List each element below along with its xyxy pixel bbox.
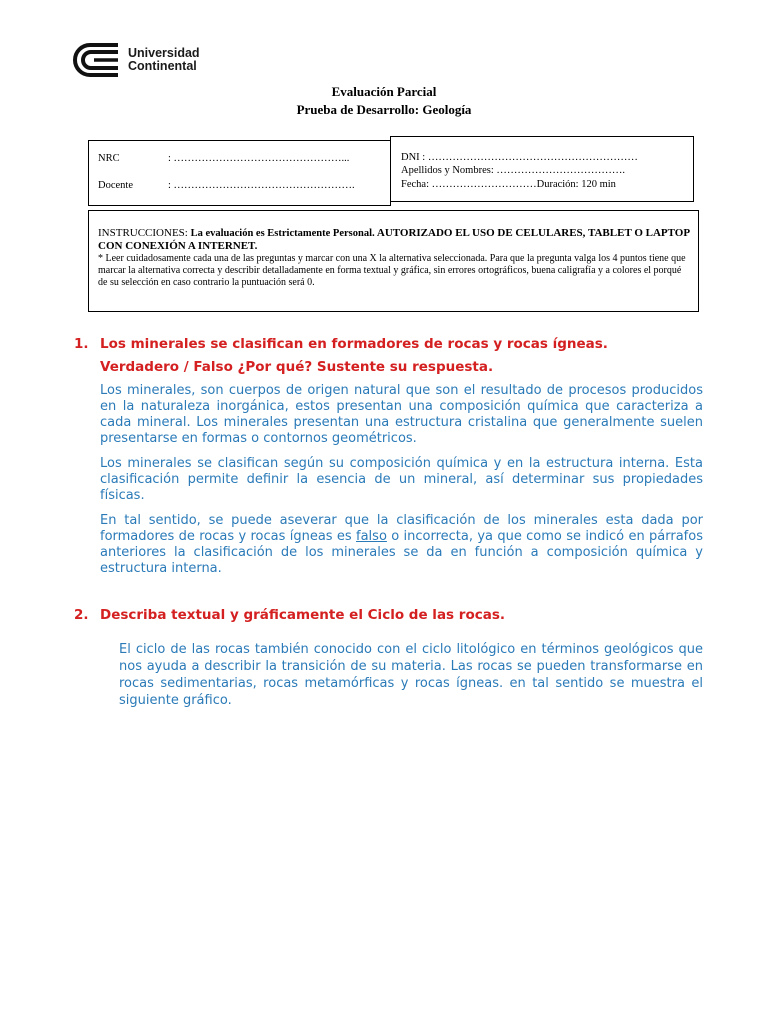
docente-field: Docente : …………………………………………….	[98, 180, 355, 191]
answer-2-paragraph-1: El ciclo de las rocas también conocido con el ciclo litológico en términos geológicos que nos ayuda a describir la transición de su materia. Las rocas se pueden transformarse en rocas sedimentarias, rocas metamórficas y rocas ígneas. en tal sentido se muestra el siguiente gráfico.	[119, 642, 703, 708]
apellidos-field: Apellidos y Nombres: ……………………………….	[401, 165, 625, 176]
university-logo	[72, 40, 200, 80]
answer-1-paragraph-1: Los minerales, son cuerpos de origen natural que son el resultado de procesos producidos en la naturaleza inorgánica, estos presentan una composición química que caracteriza a cada mineral. Los minerales presentan una estructura cristalina que generalmente suelen presentarse en formas o contornos geométricos.	[100, 383, 703, 446]
question-2: 2. Describa textual y gráficamente el Ciclo de las rocas.	[74, 607, 505, 623]
page-title: Evaluación Parcial	[331, 84, 437, 99]
answer-1-paragraph-2: Los minerales se clasifican según su composición química y en la estructura interna. Esta clasificación permite definir la esencia de un mineral, así determinar sus propiedades físicas.	[100, 456, 703, 503]
continental-logo-icon	[72, 42, 120, 78]
info-box-right	[390, 136, 694, 202]
page-subtitle: Prueba de Desarrollo: Geología	[296, 102, 472, 117]
university-name: Universidad Continental	[128, 46, 200, 73]
falso-word: falso	[356, 529, 387, 544]
nrc-field: NRC : …………………………………………...	[98, 153, 350, 164]
info-box-left	[88, 140, 391, 206]
instructions-box	[88, 210, 699, 312]
question-1: 1. Los minerales se clasifican en formadores de rocas y rocas ígneas.	[74, 336, 608, 352]
fecha-field: Fecha: …………………………Duración: 120 min	[401, 179, 616, 190]
instructions-heading: INSTRUCCIONES: La evaluación es Estrictamente Personal. AUTORIZADO EL USO DE CELULARES, TABLET O LAPTOP CON CONEXIÓN A INTERNET.	[98, 227, 690, 252]
question-1-line2: Verdadero / Falso ¿Por qué? Sustente su respuesta.	[100, 359, 494, 375]
instructions-body: * Leer cuidadosamente cada una de las preguntas y marcar con una X la alternativa seleccionada. Para que la pregunta valga los 4 puntos tiene que marcar la alternativa correcta y describir detalladamente en forma textual y gráfica, sin errores ortográficos, buena caligrafía y a colores el porqué de su selección en caso contrario la puntuación será 0.	[98, 253, 686, 288]
answer-1-paragraph-3: En tal sentido, se puede aseverar que la clasificación de los minerales esta dada por formadores de rocas y rocas ígneas es falso o incorrecta, ya que como se indicó en párrafos anteriores la clasificación de los minerales se da en función a composición química y estructura interna.	[100, 513, 703, 576]
dni-field: DNI : ……………………………………………………	[401, 152, 638, 163]
